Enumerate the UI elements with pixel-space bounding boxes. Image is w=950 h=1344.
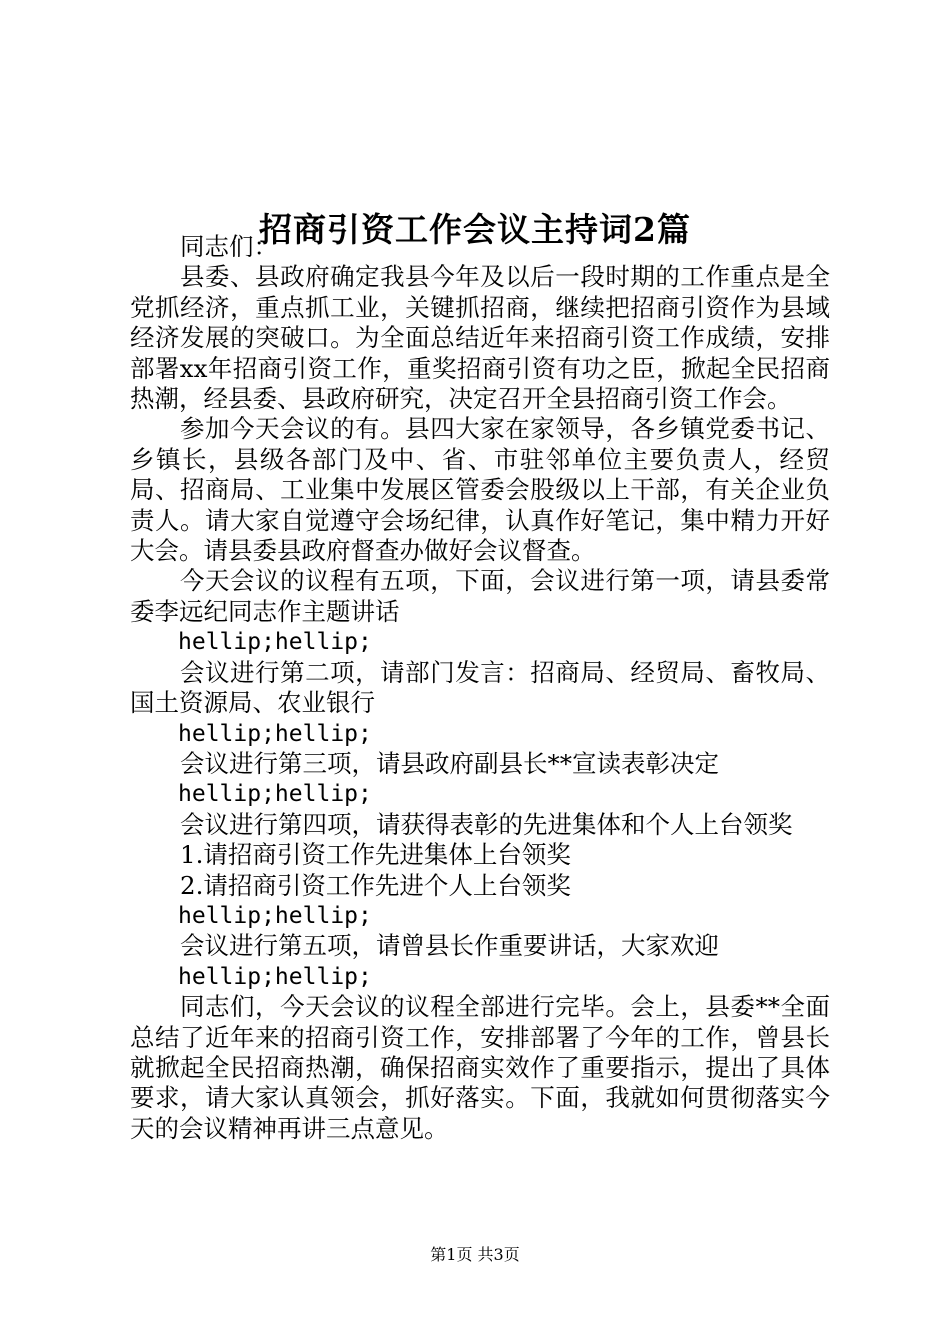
ellipsis-line: hellip;hellip;	[178, 629, 372, 656]
page-indicator: 第1页 共3页	[430, 1245, 520, 1264]
paragraph: 会议进行第四项，请获得表彰的先进集体和个人上台领奖	[180, 809, 793, 839]
paragraph: 县委、县政府确定我县今年及以后一段时期的工作重点是全党抓经济，重点抓工业，关键抓招商，继续把招商引资作为县域经济发展的突破口。为全面总结近年来招商引资工作成绩，安排部署xx年招商引资工作，重奖招商引资有功之臣，掀起全民招商热潮，经县委、县政府研究，决定召开全县招商引资工作会。	[130, 262, 830, 414]
paragraph: 会议进行第二项，请部门发言：招商局、经贸局、畜牧局、国土资源局、农业银行	[130, 657, 830, 718]
paragraph: 参加今天会议的有。县四大家在家领导，各乡镇党委书记、乡镇长，县级各部门及中、省、市驻邻单位主要负责人，经贸局、招商局、工业集中发展区管委会股级以上干部，有关企业负责人。请大家自觉遵守会场纪律，认真作好笔记，集中精力开好大会。请县委县政府督查办做好会议督查。	[130, 414, 830, 566]
list-item: 1.请招商引资工作先进集体上台领奖	[180, 840, 571, 870]
list-item: 2.请招商引资工作先进个人上台领奖	[180, 870, 571, 900]
paragraph: 会议进行第三项，请县政府副县长**宣读表彰决定	[180, 748, 719, 778]
page-footer	[0, 1243, 950, 1267]
document-title: 招商引资工作会议主持词2篇	[259, 210, 691, 250]
salutation: 同志们：	[180, 232, 278, 261]
ellipsis-line: hellip;hellip;	[178, 781, 372, 808]
paragraph: 同志们，今天会议的议程全部进行完毕。会上，县委**全面总结了近年来的招商引资工作，安排部署了今年的工作，曾县长就掀起全民招商热潮，确保招商实效作了重要指示，提出了具体要求，请大家认真领会，抓好落实。下面，我就如何贯彻落实今天的会议精神再讲三点意见。	[130, 992, 830, 1143]
paragraph: 会议进行第五项，请曾县长作重要讲话，大家欢迎	[180, 931, 719, 961]
ellipsis-line: hellip;hellip;	[178, 720, 372, 747]
ellipsis-line: hellip;hellip;	[178, 902, 372, 929]
ellipsis-line: hellip;hellip;	[178, 963, 372, 990]
document-body	[130, 232, 830, 1144]
paragraph: 今天会议的议程有五项，下面，会议进行第一项，请县委常委李远纪同志作主题讲话	[130, 566, 830, 626]
